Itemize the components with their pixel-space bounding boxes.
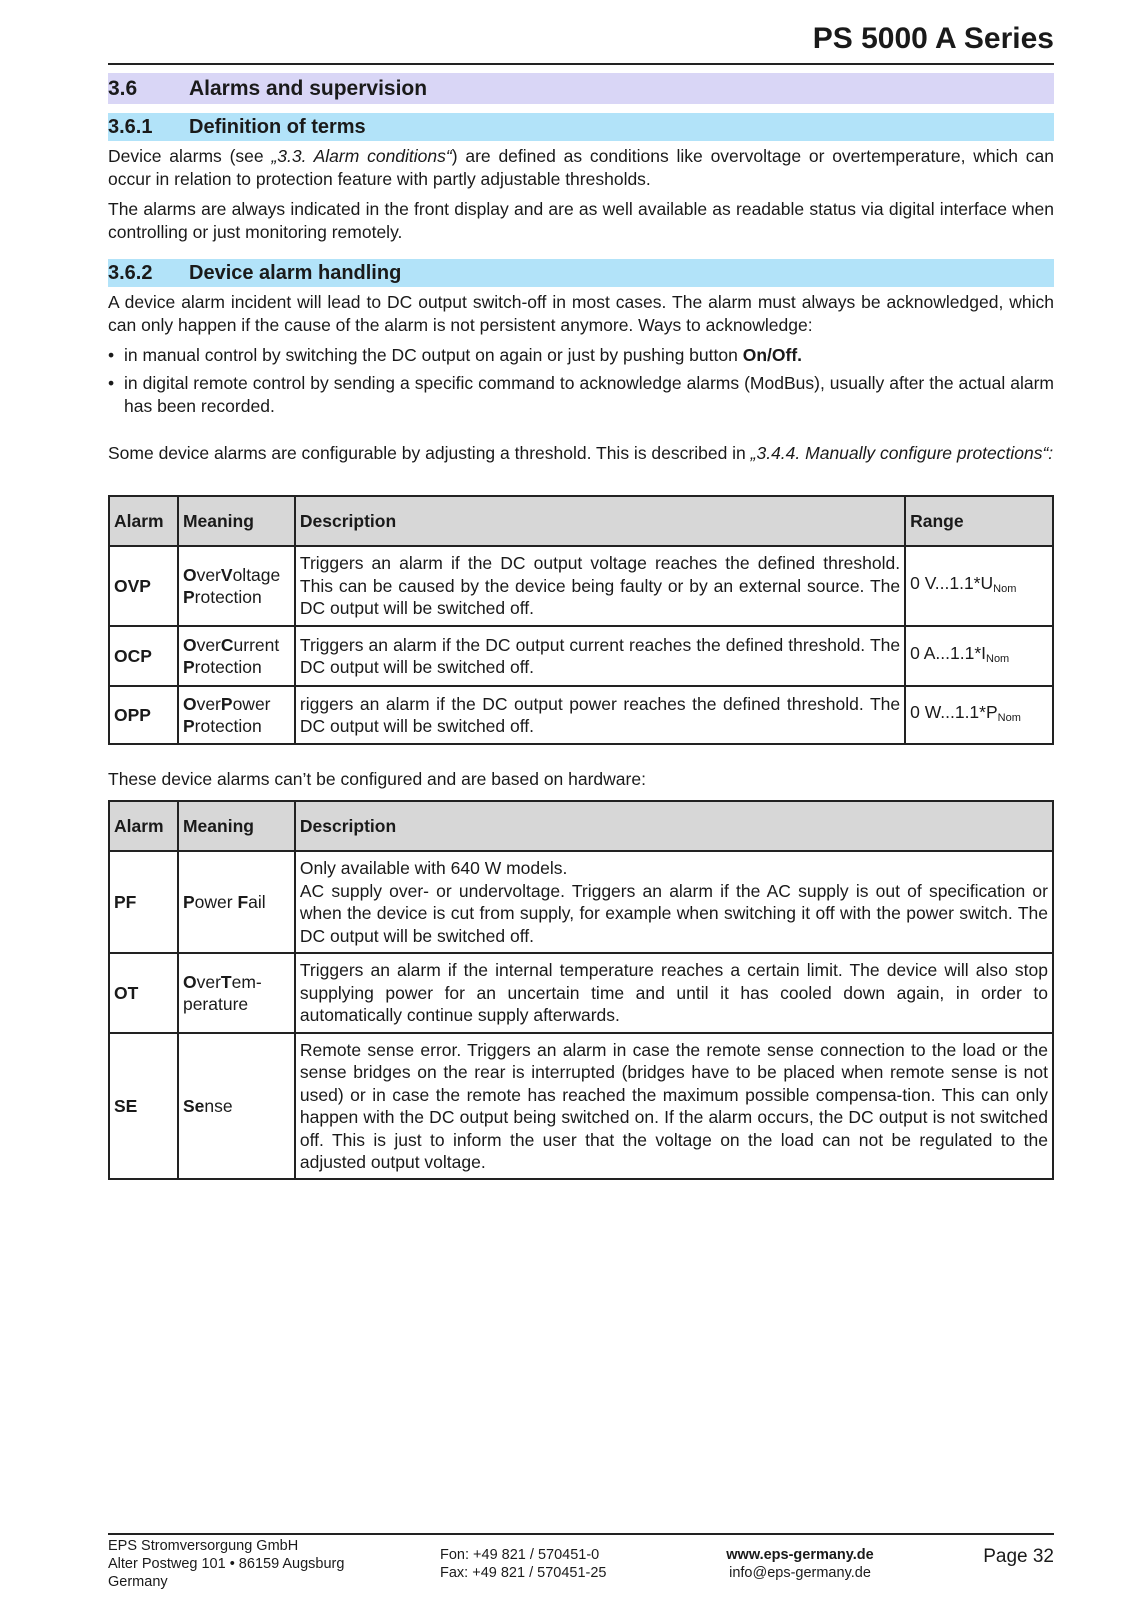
alarm-description: riggers an alarm if the DC output power reaches the defined threshold. The DC output will be switched off.: [295, 686, 905, 744]
bullet-icon: •: [108, 373, 115, 393]
paragraph-alarm-handling: A device alarm incident will lead to DC output switch-off in most cases. The alarm must always be acknowledged, which can only happen if the cause of the alarm is not persistent anymore. Ways to acknowledge:: [108, 292, 1054, 335]
table-header-row: [109, 496, 1053, 546]
alarm-range: 0 $A...1.1*I_{Nom}$: [905, 626, 1053, 686]
column-header: Description: [295, 496, 905, 546]
alarm-meaning: OverCurrent Protection: [178, 626, 295, 686]
fax-number: Fax: +49 821 / 570451-25: [440, 1565, 607, 1581]
configurable-alarms-table: [108, 495, 1054, 745]
alarm-description: Only available with 640 W models. AC supply over- or undervoltage. Triggers an alarm if the AC supply is out of specification or when the device is cut from supply, for example when switching it off with the power switch. The DC output will be switched off.: [295, 851, 1053, 953]
table-row: [109, 546, 1053, 626]
table-row: [109, 1033, 1053, 1179]
header-rule: [108, 63, 1054, 65]
table-row: [109, 626, 1053, 686]
button-name: On/Off.: [742, 345, 803, 365]
page-number: Page 32: [983, 1546, 1054, 1567]
section-number: 3.6.2: [108, 262, 153, 284]
bullet-icon: •: [108, 345, 115, 365]
bullet-item-manual: [108, 344, 1054, 367]
alarm-range: 0 $V...1.1*U_{Nom}$: [905, 546, 1053, 626]
section-title: Device alarm handling: [189, 262, 402, 284]
cross-reference: „3.4.4. Manually configure protections“:: [750, 443, 1054, 463]
section-number: 3.6.1: [108, 116, 153, 138]
alarm-description: Triggers an alarm if the DC output voltage reaches the defined threshold. This can be caused by the device being faulty or by an external source. The DC output will be switched off.: [295, 546, 905, 626]
cross-reference: „3.3. Alarm conditions“: [271, 146, 452, 166]
alarm-code: OVP: [109, 546, 178, 626]
alarm-code: OCP: [109, 626, 178, 686]
alarm-meaning: OverVoltage Protection: [178, 546, 295, 626]
alarm-code: OT: [109, 953, 178, 1033]
section-heading-3-6-2: [108, 259, 1054, 287]
text: Some device alarms are configurable by adjusting a threshold. This is described in: [108, 443, 751, 463]
column-header: Alarm: [109, 496, 178, 546]
paragraph-definition-1: [108, 145, 1054, 191]
footer-contact: [440, 1546, 606, 1582]
text: Device alarms (see: [108, 146, 272, 166]
alarm-description: Triggers an alarm if the internal temperature reaches a certain limit. The device will also stop supplying power for an uncertain time and until it has cooled down again, in order to automatically continue supply afterwards.: [295, 953, 1053, 1033]
alarm-description: Triggers an alarm if the DC output current reaches the defined threshold. The DC output will be switched off.: [295, 626, 905, 686]
alarm-range: 0 $W...1.1*P_{Nom}$: [905, 686, 1053, 744]
alarm-meaning: Power Fail: [178, 851, 295, 953]
country: Germany: [108, 1574, 168, 1590]
section-number: 3.6: [108, 77, 138, 100]
section-heading-3-6: [108, 73, 1054, 104]
text: in manual control by switching the DC output on again or just by pushing button: [124, 345, 743, 365]
section-title: Alarms and supervision: [189, 77, 428, 100]
paragraph-configurable: [108, 442, 1054, 465]
table-row: [109, 851, 1053, 953]
company-name: EPS Stromversorgung GmbH: [108, 1538, 299, 1554]
street-address: Alter Postweg 101 • 86159 Augsburg: [108, 1556, 345, 1572]
column-header: Range: [905, 496, 1053, 546]
section-title: Definition of terms: [189, 116, 366, 138]
alarm-meaning: Sense: [178, 1033, 295, 1179]
column-header: Meaning: [178, 801, 295, 851]
table-header-row: [109, 801, 1053, 851]
paragraph-hardware-alarms: These device alarms can’t be configured and are based on hardware:: [108, 769, 646, 789]
phone-number: Fon: +49 821 / 570451-0: [440, 1547, 600, 1563]
alarm-meaning: OverTem- perature: [178, 953, 295, 1033]
alarm-description: Remote sense error. Triggers an alarm in case the remote sense connection to the load or the sense bridges on the rear is interrupted (bridges have to be placed when remote sense is not used) or in case the remote has reached the maximum possible compensa-tion. This can only happen with the DC output being switched on. If the alarm occurs, the DC output is not switched off. This is just to inform the user that the voltage on the load can not be regulated to the adjusted output voltage.: [295, 1033, 1053, 1179]
document-title: PS 5000 A Series: [812, 22, 1054, 55]
website-link[interactable]: www.eps-germany.de: [726, 1547, 874, 1563]
footer-rule: [108, 1533, 1054, 1535]
alarm-code: OPP: [109, 686, 178, 744]
alarm-meaning: OverPower Protection: [178, 686, 295, 744]
table-row: [109, 686, 1053, 744]
text: ) are defined as conditions like overvoltage or overtemperature, which can occur in relation to protection feature with partly adjustable thresholds.: [108, 146, 1055, 189]
footer-address: [108, 1537, 344, 1591]
footer-web: [720, 1546, 880, 1582]
bullet-item-remote: • in digital remote control by sending a specific command to acknowledge alarms (ModBus), usually after the actual alarm has been recorded.: [108, 373, 1054, 416]
alarm-code: SE: [109, 1033, 178, 1179]
paragraph-definition-2: The alarms are always indicated in the front display and are as well available as readable status via digital interface when controlling or just monitoring remotely.: [108, 199, 1054, 242]
alarm-code: PF: [109, 851, 178, 953]
section-heading-3-6-1: [108, 113, 1054, 141]
column-header: Description: [295, 801, 1053, 851]
email-link[interactable]: info@eps-germany.de: [729, 1565, 871, 1581]
column-header: Meaning: [178, 496, 295, 546]
hardware-alarms-table: [108, 800, 1054, 1180]
table-row: [109, 953, 1053, 1033]
column-header: Alarm: [109, 801, 178, 851]
